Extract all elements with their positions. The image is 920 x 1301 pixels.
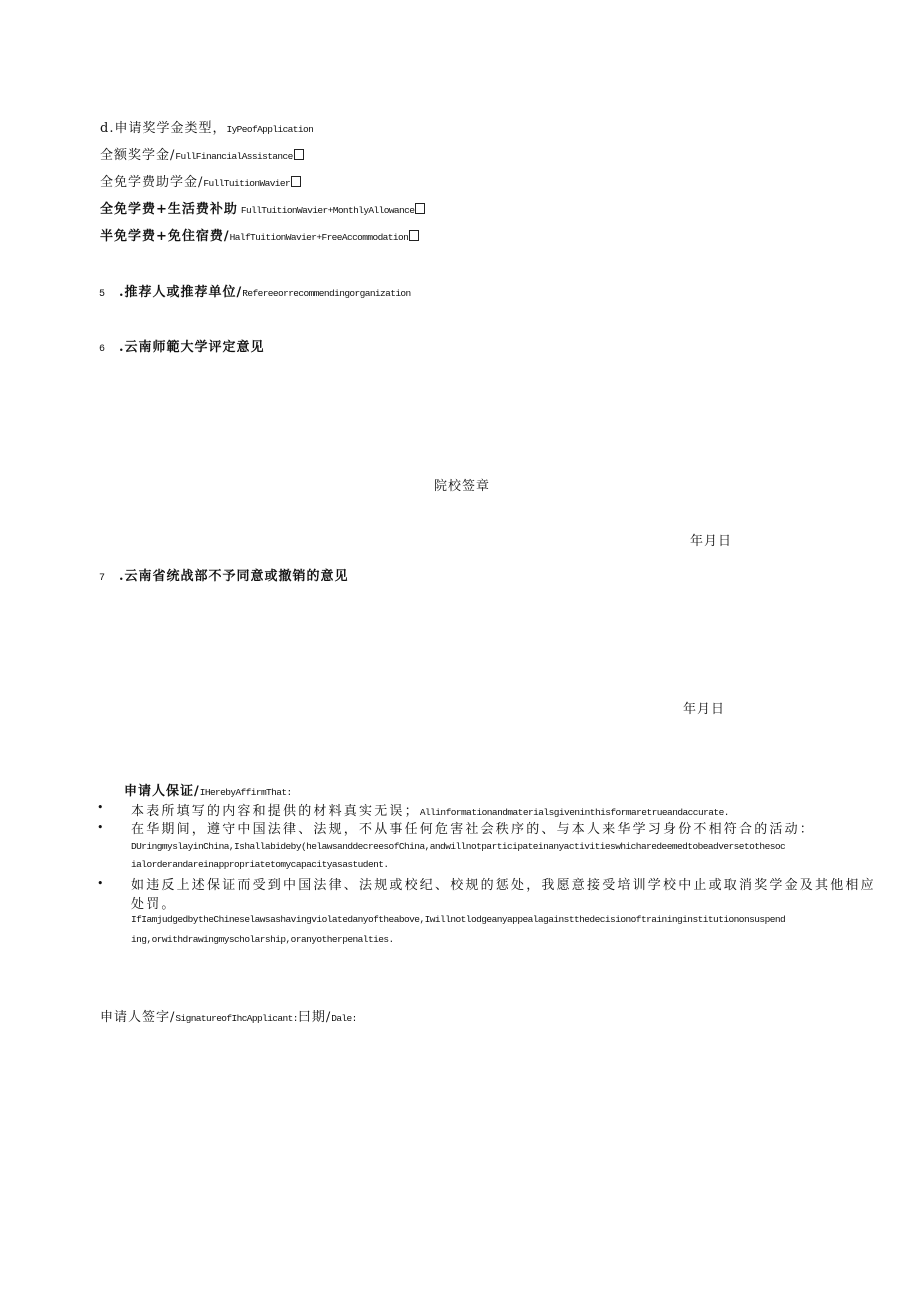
affirmation-item-3-cn-line2: 处罚。 <box>131 897 177 912</box>
affirmation-heading <box>124 780 292 799</box>
affirmation-heading-en: IHerebyAffirmThat: <box>199 787 292 798</box>
affirmation-item-2-en-line2: ialorderandareinappropriatetomycapacityasastudent. <box>131 859 389 870</box>
affirmation-heading-cn: 申请人保证/ <box>124 784 200 799</box>
bullet-1: • <box>97 801 104 814</box>
section-title-cn: .云南师範大学评定意见 <box>119 340 265 355</box>
checkbox[interactable] <box>291 176 301 187</box>
checkbox[interactable] <box>415 203 425 214</box>
option-label-en: FullFinancialAssistance <box>175 151 293 162</box>
item-cn: 本表所填写的内容和提供的材料真实无误； <box>131 804 420 819</box>
section-united-front-opinion <box>99 565 349 584</box>
section-title-cn: .云南省统战部不予同意或撤销的意见 <box>119 569 349 584</box>
institution-seal-label: 院校签章 <box>434 479 491 494</box>
checkbox[interactable] <box>294 149 304 160</box>
option-label-cn: 全免学费助学金/ <box>100 175 204 190</box>
applicant-signature-line <box>100 1006 357 1025</box>
option-half-tuition-accommodation <box>100 225 419 244</box>
university-date-label: 年月日 <box>690 534 733 549</box>
affirmation-item-3-en-line2: ing,orwithdrawingmyscholarship,oranyotherpenalties. <box>131 934 394 945</box>
section-referee <box>99 281 411 300</box>
option-label-cn: 全额奖学金/ <box>100 148 176 163</box>
scholarship-type-heading <box>100 117 313 136</box>
affirmation-item-2-en-line1: DUringmyslayinChina,Ishallabideby(helawsanddecreesofChina,andwillnotparticipateinanyactivitieswhicharedeemedtobeadversetothesoc <box>131 841 786 852</box>
bullet-2: • <box>97 821 104 834</box>
bullet-3: • <box>97 877 104 890</box>
option-label-cn: 全免学费+生活费补助 <box>100 202 238 217</box>
heading-cn: d.申请奖学金类型， <box>100 121 227 136</box>
signature-label-cn: 申请人签字/ <box>100 1010 176 1025</box>
item-en: Allinformationandmaterialsgiveninthisformaretrueandaccurate. <box>419 807 729 818</box>
date-label-en: Dale: <box>331 1013 357 1024</box>
checkbox[interactable] <box>409 230 419 241</box>
affirmation-item-3-en-line1: IfIamjudgedbytheChineselawsashavingviolatedanyoftheabove,Iwillnotlodgeanyappealagainstthedecisionoftraininginstitutiononsuspend <box>131 914 786 925</box>
date-label-cn: 曰期/ <box>297 1010 332 1025</box>
section-title-en: Refereeorrecommendingorganization <box>242 288 411 299</box>
option-full-tuition <box>100 171 301 190</box>
option-label-en: HalfTuitionWavier+FreeAccommodation <box>229 232 409 243</box>
affirmation-item-1 <box>131 800 729 819</box>
united-front-date-label: 年月日 <box>683 702 726 717</box>
affirmation-item-3-cn-line1: 如违反上述保证而受到中国法律、法规或校纪、校规的惩处，我愿意接受培训学校中止或取消奖学金及其他相应 <box>131 878 876 893</box>
section-title-cn: .推荐人或推荐单位/ <box>119 285 243 300</box>
signature-label-en: SignatureofIhcApplicant: <box>175 1013 298 1024</box>
heading-en: IyPeofApplication <box>226 124 314 135</box>
option-label-cn: 半免学费+免住宿费/ <box>100 229 230 244</box>
section-university-opinion <box>99 336 265 355</box>
option-label-en: FullTuitionWavier <box>203 178 291 189</box>
section-number: 5 <box>99 289 106 300</box>
affirmation-item-2-cn: 在华期间，遵守中国法律、法规，不从事任何危害社会秩序的、与本人来华学习身份不相符合的活动： <box>131 822 816 837</box>
option-full-financial <box>100 144 304 163</box>
section-number: 7 <box>99 573 106 584</box>
option-full-tuition-allowance <box>100 198 425 217</box>
section-number: 6 <box>99 344 106 355</box>
option-label-en: FullTuitionWavier+MonthlyAllowance <box>240 205 415 216</box>
